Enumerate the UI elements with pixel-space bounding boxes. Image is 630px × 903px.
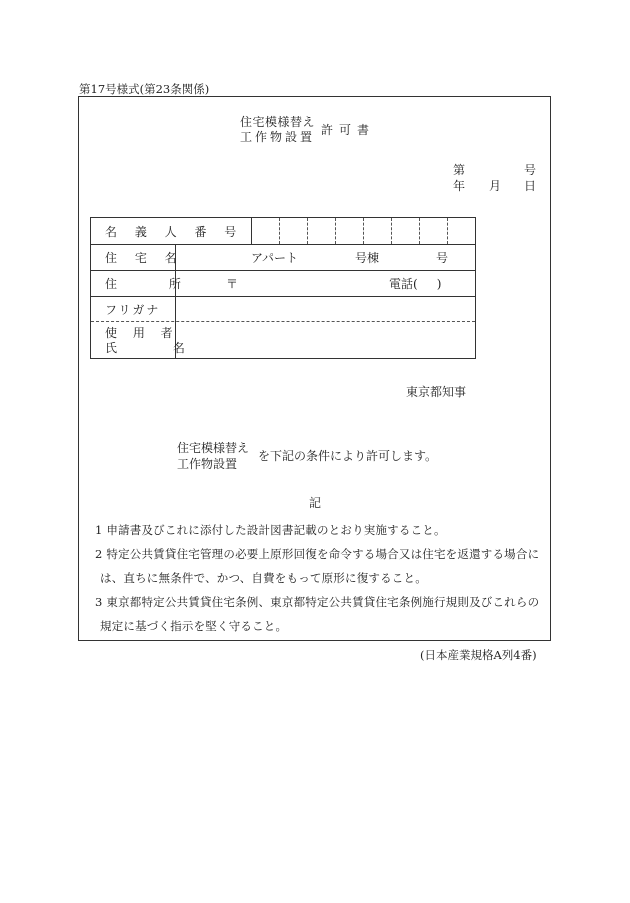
user-name-label-line-2: 氏 名 <box>105 341 211 355</box>
table-row-divider <box>91 296 475 297</box>
residence-name-label: 住 宅 名 <box>105 251 184 265</box>
title-subject-line-2: 工作物設置 <box>240 130 316 144</box>
user-name-label-line-1: 使 用 者 <box>105 326 179 340</box>
postal-mark: 〒 <box>226 277 239 291</box>
digit-box-divider <box>363 218 364 244</box>
address-label: 住 所 <box>105 277 205 291</box>
permit-statement: を下記の条件により許可します。 <box>258 449 438 463</box>
number-prefix: 第 <box>453 163 466 177</box>
permit-subject-line-2: 工作物設置 <box>177 457 238 471</box>
holder-number-divider <box>251 218 252 244</box>
digit-box-divider <box>335 218 336 244</box>
table-row-divider <box>91 270 475 271</box>
applicant-info-table <box>90 217 476 359</box>
table-row-divider <box>91 244 475 245</box>
condition-item: 3 東京都特定公共賃貸住宅条例、東京都特定公共賃貸住宅条例施行規則及びこれらの <box>95 595 540 609</box>
building-number-label: 号棟 <box>355 251 380 265</box>
date-year: 年 <box>453 179 466 193</box>
form-number-label: 第17号様式(第23条関係) <box>79 82 210 96</box>
phone-label: 電話( ) <box>389 277 442 291</box>
apartment-label: アパート <box>251 251 299 265</box>
holder-number-label: 名 義 人 番 号 <box>105 225 244 239</box>
room-number-label: 号 <box>436 251 449 265</box>
digit-box-divider <box>419 218 420 244</box>
condition-item-continuation: 規定に基づく指示を堅く守ること。 <box>100 619 288 633</box>
issuer-name: 東京都知事 <box>406 385 467 399</box>
date-day: 日 <box>524 179 537 193</box>
notes-heading: 記 <box>309 496 322 510</box>
permit-subject-line-1: 住宅模様替え <box>177 441 250 455</box>
furigana-divider <box>91 321 475 322</box>
digit-box-divider <box>307 218 308 244</box>
digit-box-divider <box>279 218 280 244</box>
furigana-label: フリガナ <box>105 303 161 317</box>
paper-size-note: (日本産業規格A列4番) <box>420 648 537 662</box>
condition-item: 1 申請書及びこれに添付した設計図書記載のとおり実施すること。 <box>95 523 446 537</box>
digit-box-divider <box>447 218 448 244</box>
document-title: 許可書 <box>321 123 376 137</box>
number-suffix: 号 <box>524 163 537 177</box>
digit-box-divider <box>391 218 392 244</box>
title-subject-line-1: 住宅模様替え <box>240 115 316 129</box>
condition-item-continuation: は、直ちに無条件で、かつ、自費をもって原形に復すること。 <box>100 571 427 585</box>
date-month: 月 <box>489 179 502 193</box>
condition-item: 2 特定公共賃貸住宅管理の必要上原形回復を命令する場合又は住宅を返還する場合に <box>95 547 540 561</box>
